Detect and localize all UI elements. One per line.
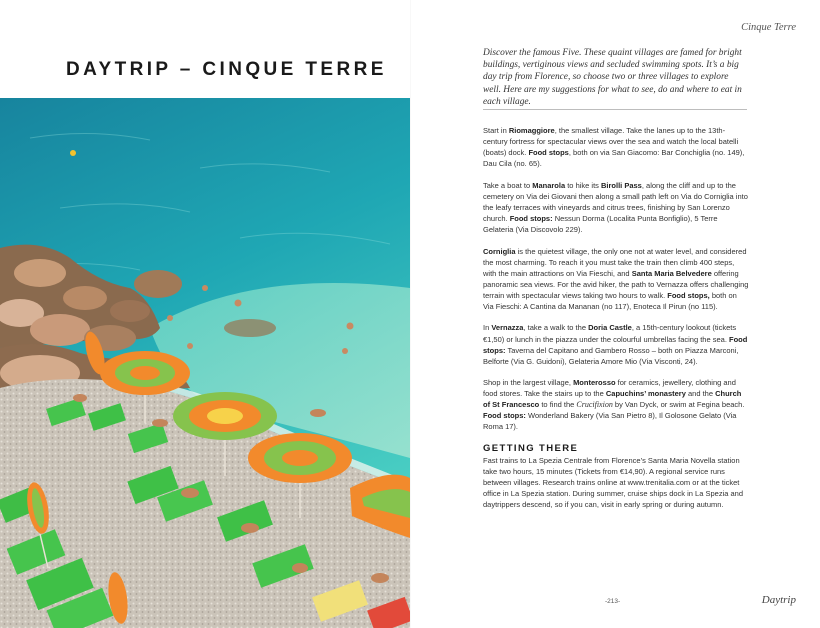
- paragraph-monterosso: Shop in the largest village, Monterosso for ceramics, jewellery, clothing and food stores. Take the stairs up to the Capuchins’ monastery and the Church of St Francesco to find the Crucifixion by Van Dyck, or swim at Fegina beach. Food stops: Wonderland Bakery (Via San Pietro 8), Il Golosone Gelato (Via Roma 17).: [483, 378, 745, 432]
- intro-paragraph: Discover the famous Five. These quaint villages are famed for bright buildings, vertiginous views and secluded swimming spots. It’s a big day trip from Florence, so choose two or three villages to explore well. Here are my suggestions for what to see, do and where to eat in each village.: [483, 48, 742, 107]
- footer-label: Daytrip: [761, 594, 796, 606]
- paragraph-manarola: Take a boat to Manarola to hike its Birolli Pass, along the cliff and up to the cemetery on Via dei Giovani then along a small path left on Via do Corniglia into the leafy terraces with vineyards and citrus trees, finishing by San Lorenzo church. Food stops: Nessun Dorma (Localita Punta Bonfiglio), 5 Terre Gelateria (Via Discovolo 229).: [483, 180, 748, 234]
- running-head: Cinque Terre: [741, 22, 796, 33]
- beach-photo: [0, 98, 410, 628]
- paragraph-corniglia: Corniglia is the quietest village, the only one not at water level, and considered the most charming. To reach it you must take the train then climb 400 steps, with the main attractions on Via Fieschi, and Santa Maria Belvedere offering panoramic sea views. For the avid hiker, the path to Vernazza offers challenging terrain with spectacular views taking two hours to walk. Food stops, both on Via Fieschi: A Cantina da Mananan (no 117), Enoteca Il Pirun (no 115).: [483, 246, 749, 311]
- paragraph-riomaggiore: Start in Riomaggiore, the smallest village. Take the lanes up to the 13th-century fortress for spectacular views over the sea and watch the local batelli (boats) dock. Food stops, both on via San Giacomo: Bar Conchiglia (no. 149), Dau Cila (no. 65).: [483, 126, 745, 169]
- page-number: -213-: [605, 598, 621, 605]
- page-gutter: [410, 0, 411, 628]
- divider-rule: [483, 109, 747, 110]
- page-title: DAYTRIP – CINQUE TERRE: [66, 58, 387, 80]
- paragraph-vernazza: In Vernazza, take a walk to the Doria Castle, a 15th-century lookout (tickets €1,50) or lunch in the piazza under the colourful umbrellas facing the sea. Food stops: Taverna del Capitano and Gambero Rosso – both on Piazza Marconi, Belforte (Via G. Guidoni), Gelateria Amore Mio (Via Visconti, 24).: [483, 323, 748, 366]
- getting-there-text: Fast trains to La Spezia Centrale from Florence’s Santa Maria Novella station take two hours, 15 minutes (Tickets from €14,90). A regional service runs between villages. Research trains online at www.trenitalia.com or at the ticket office in La Spezia station. During summer, cruise ships dock in La Spezia and daytrippers descend, so if you can, visit in early spring or during autumn.: [483, 456, 744, 510]
- body-text: [483, 125, 749, 521]
- getting-there-heading: GETTING THERE: [483, 443, 579, 455]
